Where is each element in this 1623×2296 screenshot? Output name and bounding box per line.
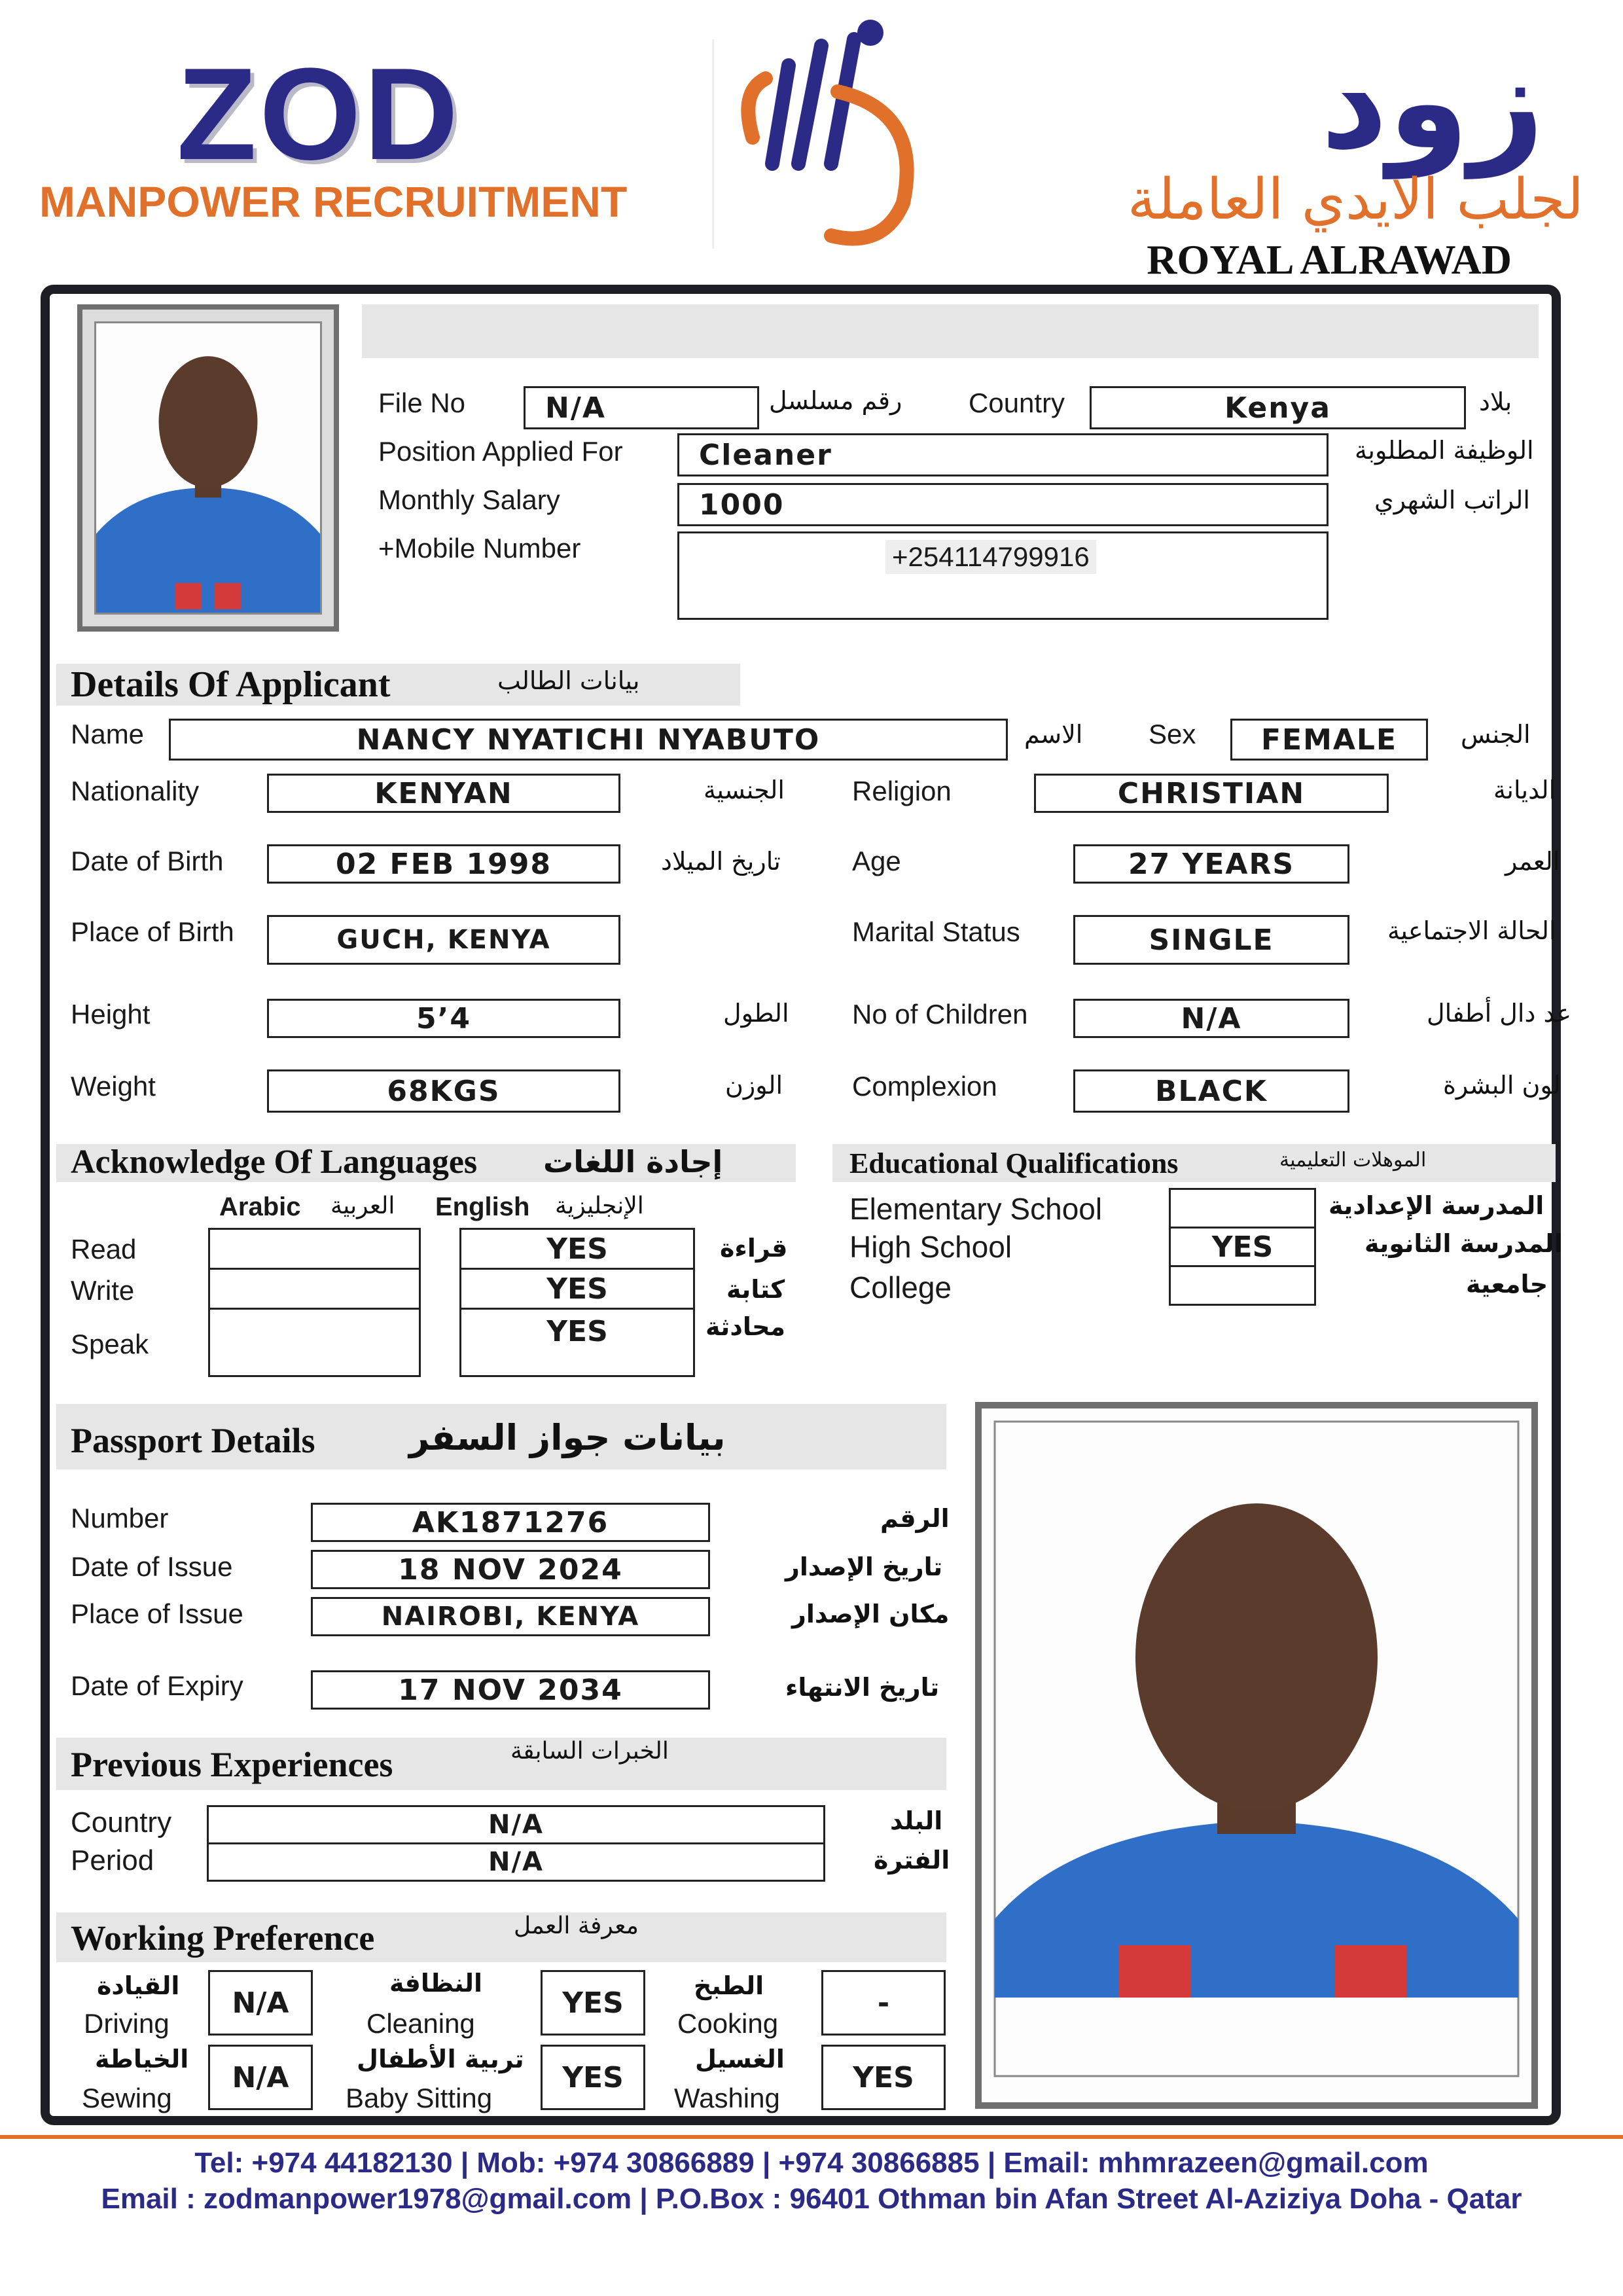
passport-title: Passport Details <box>71 1421 315 1460</box>
exp-period-ar: الفترة <box>874 1846 950 1874</box>
passport-number-label: Number <box>71 1503 169 1534</box>
edu-high-label: High School <box>849 1230 1012 1264</box>
pref-sewing-label: Sewing <box>82 2083 172 2113</box>
education-title: Educational Qualifications <box>849 1147 1179 1179</box>
header-divider <box>712 39 714 249</box>
pref-driving-value[interactable]: N/A <box>208 1970 313 2036</box>
expiry-label: Date of Expiry <box>71 1670 243 1701</box>
applicant-title: Details Of Applicant <box>71 664 391 705</box>
exp-country-ar: البلد <box>890 1806 943 1835</box>
applicant-title-ar: بيانات الطالب <box>497 666 640 695</box>
exp-country-field[interactable]: N/A <box>207 1805 825 1844</box>
lang-write-arabic[interactable] <box>208 1268 421 1310</box>
brand-arabic-subtitle: لجلب الايدي العاملة <box>1127 167 1584 232</box>
pref-washing-ar: الغسيل <box>695 2045 785 2073</box>
name-ar: الاسم <box>1024 720 1083 749</box>
age-field[interactable]: 27 YEARS <box>1073 844 1349 884</box>
lang-speak-ar: محادثة <box>705 1312 785 1341</box>
position-label: Position Applied For <box>378 436 623 467</box>
pref-cooking-label: Cooking <box>677 2008 779 2039</box>
nationality-label: Nationality <box>71 776 200 806</box>
dob-label: Date of Birth <box>71 846 224 876</box>
experience-title: Previous Experiences <box>71 1745 393 1784</box>
religion-ar: الديانة <box>1493 776 1556 804</box>
height-label: Height <box>71 999 151 1030</box>
pref-babysitting-ar: تربية الأطفال <box>357 2045 524 2073</box>
age-ar: العمر <box>1505 847 1560 876</box>
lang-read-arabic[interactable] <box>208 1228 421 1270</box>
lang-col-english-ar: الإنجليزية <box>555 1193 644 1219</box>
mobile-label: +Mobile Number <box>378 533 581 564</box>
lang-col-english: English <box>435 1193 530 1221</box>
issue-place-label: Place of Issue <box>71 1598 243 1629</box>
edu-elementary-ar: المدرسة الإعدادية <box>1329 1191 1544 1220</box>
lang-write-ar: كتابة <box>726 1275 785 1304</box>
pob-field[interactable]: GUCH, KENYA <box>267 915 620 965</box>
file-no-label: File No <box>378 387 466 418</box>
issue-date-ar: تاريخ الإصدار <box>785 1552 943 1581</box>
exp-country-label: Country <box>71 1806 172 1839</box>
pref-cooking-ar: الطبخ <box>694 1971 764 2000</box>
complexion-label: Complexion <box>852 1071 997 1102</box>
preference-title: Working Preference <box>71 1918 375 1958</box>
lang-col-arabic-ar: العربية <box>330 1193 395 1219</box>
expiry-ar: تاريخ الانتهاء <box>785 1673 940 1702</box>
pref-sewing-value[interactable]: N/A <box>208 2045 313 2110</box>
name-field[interactable]: NANCY NYATICHI NYABUTO <box>169 719 1008 761</box>
lang-read-english[interactable]: YES <box>459 1228 695 1270</box>
complexion-ar: لون البشرة <box>1443 1071 1561 1100</box>
edu-elementary-label: Elementary School <box>849 1192 1103 1226</box>
lang-speak-arabic[interactable] <box>208 1308 421 1377</box>
mobile-field[interactable] <box>677 531 1329 620</box>
dob-field[interactable]: 02 FEB 1998 <box>267 844 620 884</box>
weight-field[interactable]: 68KGS <box>267 1069 620 1113</box>
file-no-field[interactable]: N/A <box>524 386 759 429</box>
pob-label: Place of Birth <box>71 916 234 947</box>
children-field[interactable]: N/A <box>1073 999 1349 1038</box>
lang-speak-label: Speak <box>71 1329 149 1359</box>
footer-address-line: Email : zodmanpower1978@gmail.com | P.O.Box : 96401 Othman bin Afan Street Al-Aziziya Doha - Qatar <box>101 2183 1522 2215</box>
religion-label: Religion <box>852 776 952 806</box>
issue-date-label: Date of Issue <box>71 1551 233 1582</box>
lang-read-ar: قراءة <box>720 1234 788 1263</box>
preference-title-ar: معرفة العمل <box>514 1912 639 1939</box>
issue-date-field[interactable]: 18 NOV 2024 <box>311 1550 710 1589</box>
pref-cleaning-ar: النظافة <box>389 1969 483 1998</box>
pref-babysitting-value[interactable]: YES <box>541 2045 645 2110</box>
country-ar: بلاد <box>1479 387 1512 416</box>
edu-college-value[interactable] <box>1169 1265 1316 1306</box>
nationality-field[interactable]: KENYAN <box>267 774 620 813</box>
sex-label: Sex <box>1149 719 1196 749</box>
edu-college-ar: جامعية <box>1466 1270 1548 1299</box>
lang-read-label: Read <box>71 1234 137 1265</box>
nationality-ar: الجنسية <box>704 776 785 804</box>
salary-field[interactable]: 1000 <box>677 483 1329 526</box>
dob-ar: تاريخ الميلاد <box>661 847 781 876</box>
pref-cleaning-label: Cleaning <box>366 2008 475 2039</box>
pref-driving-label: Driving <box>84 2008 169 2039</box>
weight-label: Weight <box>71 1071 156 1102</box>
footer-contact-line: Tel: +974 44182130 | Mob: +974 30866889 | +974 30866885 | Email: mhmrazeen@gmail.com <box>194 2147 1429 2179</box>
exp-period-label: Period <box>71 1844 154 1876</box>
pref-cooking-value[interactable]: - <box>821 1970 946 2036</box>
position-field[interactable]: Cleaner <box>677 433 1329 476</box>
sex-field[interactable]: FEMALE <box>1230 719 1428 761</box>
lang-col-arabic: Arabic <box>219 1193 301 1221</box>
pref-washing-label: Washing <box>674 2083 780 2113</box>
children-label: No of Children <box>852 999 1028 1030</box>
marital-ar: الحالة الاجتماعية <box>1387 916 1556 945</box>
expiry-field[interactable]: 17 NOV 2034 <box>311 1670 710 1710</box>
edu-college-label: College <box>849 1270 952 1304</box>
marital-label: Marital Status <box>852 916 1020 947</box>
languages-title: Acknowledge Of Languages <box>71 1143 478 1181</box>
country-label: Country <box>969 387 1065 418</box>
salary-ar: الراتب الشهري <box>1374 486 1530 514</box>
pref-babysitting-label: Baby Sitting <box>346 2083 493 2113</box>
edu-elementary-value[interactable] <box>1169 1188 1316 1229</box>
passport-number-field[interactable]: AK1871276 <box>311 1503 710 1542</box>
country-field[interactable]: Kenya <box>1090 386 1466 429</box>
sex-ar: الجنس <box>1461 720 1531 749</box>
edu-high-ar: المدرسة الثانوية <box>1364 1229 1563 1258</box>
languages-title-ar: إجادة اللغات <box>543 1144 723 1179</box>
marital-field[interactable]: SINGLE <box>1073 915 1349 965</box>
pref-washing-value[interactable]: YES <box>821 2045 946 2110</box>
height-field[interactable]: 5’4 <box>267 999 620 1038</box>
brand-company: ROYAL ALRAWAD <box>1147 236 1512 283</box>
brand-arabic-name: زود <box>1320 26 1544 179</box>
passport-title-ar: بيانات جواز السفر <box>409 1417 726 1458</box>
brand-subtitle: MANPOWER RECRUITMENT <box>39 177 628 226</box>
height-ar: الطول <box>723 999 789 1028</box>
lang-write-label: Write <box>71 1275 135 1306</box>
header-bar <box>362 304 1539 358</box>
position-ar: الوظيفة المطلوبة <box>1355 436 1534 465</box>
education-title-ar: الموهلات التعليمية <box>1279 1149 1427 1172</box>
pref-cleaning-value[interactable]: YES <box>541 1970 645 2036</box>
person-photo-icon <box>96 323 320 613</box>
religion-field[interactable]: CHRISTIAN <box>1034 774 1389 813</box>
issue-place-field[interactable]: NAIROBI, KENYA <box>311 1597 710 1636</box>
children-ar: عد دال أطفال <box>1427 999 1572 1028</box>
passport-number-ar: الرقم <box>880 1504 950 1533</box>
person-photo-icon <box>982 1408 1531 2102</box>
file-no-ar: رقم مسلسل <box>769 386 902 415</box>
lang-speak-english[interactable]: YES <box>459 1308 695 1377</box>
brand-logo-icon <box>726 7 936 255</box>
complexion-field[interactable]: BLACK <box>1073 1069 1349 1113</box>
mobile-value: +254114799916 <box>885 540 1096 574</box>
footer-divider <box>0 2135 1623 2139</box>
applicant-photo-large <box>975 1402 1538 2109</box>
name-label: Name <box>71 719 145 749</box>
pref-sewing-ar: الخياطة <box>95 2045 189 2073</box>
issue-place-ar: مكان الإصدار <box>792 1600 950 1628</box>
salary-label: Monthly Salary <box>378 484 560 515</box>
lang-write-english[interactable]: YES <box>459 1268 695 1310</box>
edu-high-value[interactable]: YES <box>1169 1227 1316 1267</box>
exp-period-field[interactable]: N/A <box>207 1842 825 1882</box>
brand-name: ZOD <box>177 41 461 187</box>
weight-ar: الوزن <box>725 1071 783 1100</box>
pref-driving-ar: القيادة <box>97 1971 180 2000</box>
experience-title-ar: الخبرات السابقة <box>510 1738 669 1765</box>
age-label: Age <box>852 846 901 876</box>
applicant-photo-small <box>77 304 339 632</box>
